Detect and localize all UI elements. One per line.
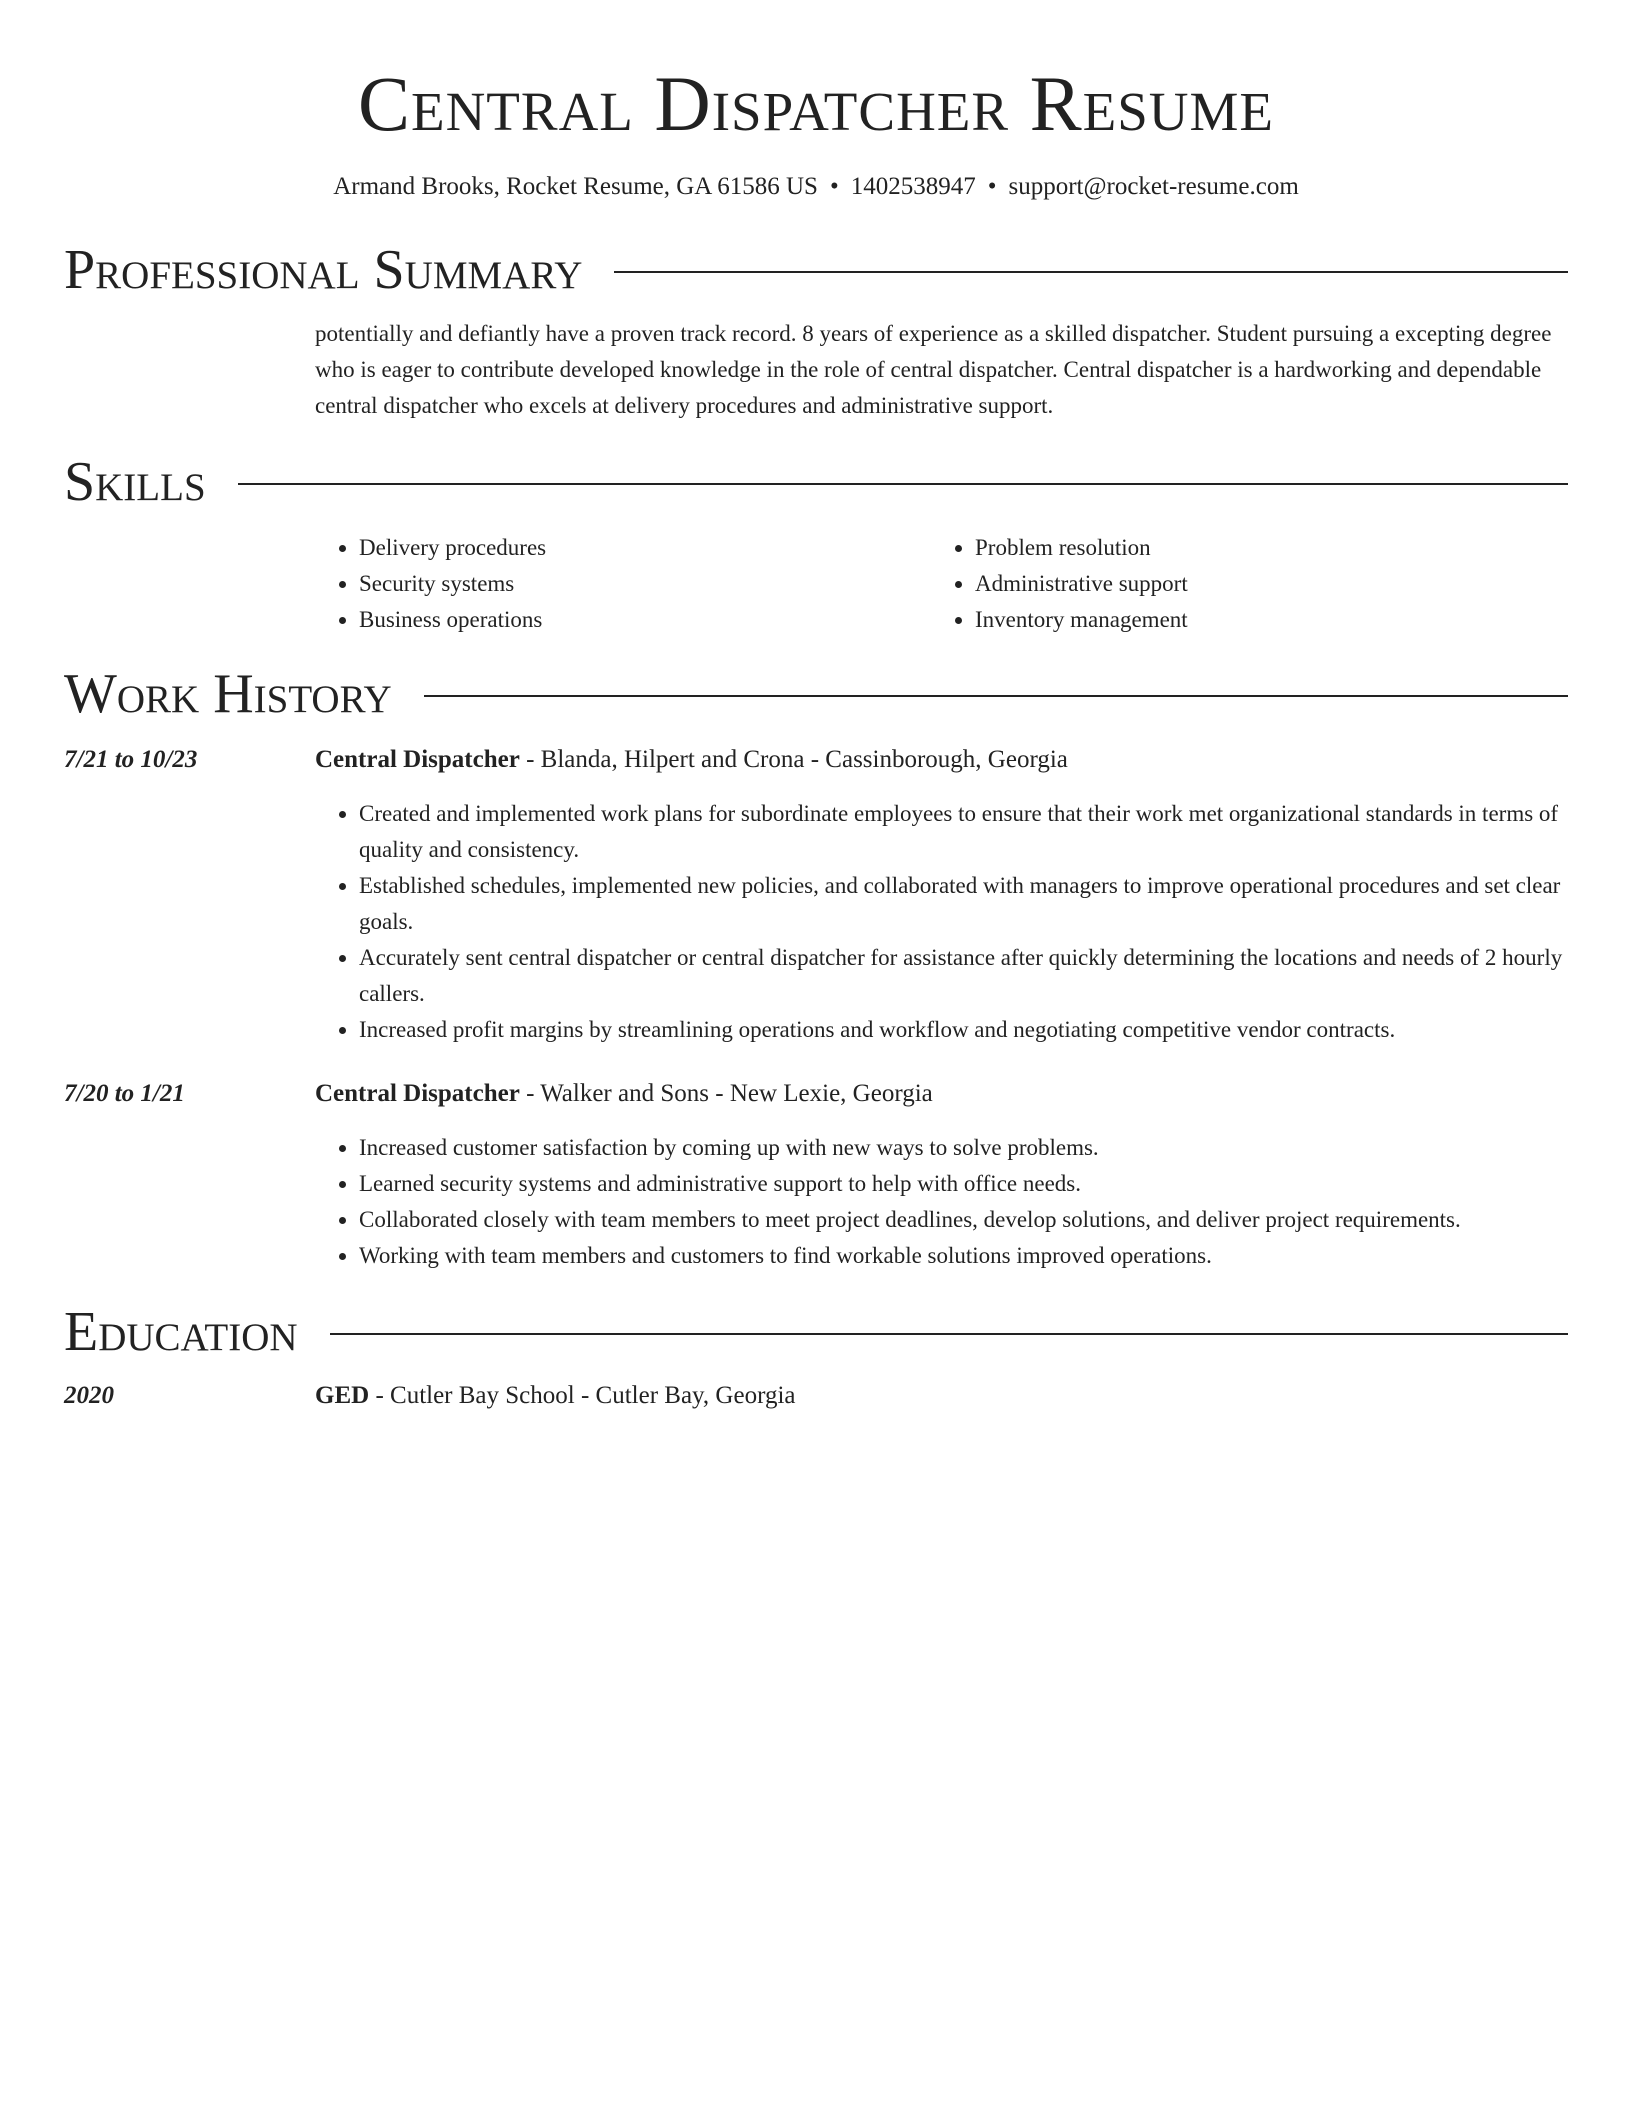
job-body [315,744,1568,1048]
work-heading: Work History [64,663,392,725]
section-divider [424,695,1568,697]
job-dates: 7/21 to 10/23 [64,746,198,773]
contact-phone: 1402538947 [850,173,976,200]
job-bullets [315,796,1568,1048]
resume-page [64,0,1568,1412]
contact-separator: • [987,173,997,200]
job-body [315,1078,1568,1274]
education-header [315,1380,1568,1412]
education-details: - Cutler Bay School - Cutler Bay, Georgia [369,1382,796,1409]
resume-title: Central Dispatcher Resume [357,60,1275,147]
job-header [315,744,1568,776]
section-divider [238,483,1568,485]
summary-body [315,316,1568,424]
education-degree: GED [315,1382,370,1409]
contact-address: Armand Brooks, Rocket Resume, GA 61586 US [333,173,818,200]
work-section-header [64,662,1568,726]
contact-line [64,172,1568,202]
skills-column-right [931,530,1547,638]
section-divider [614,271,1568,273]
contact-separator: • [829,173,839,200]
skills-column-left [315,530,931,638]
contact-email: support@rocket-resume.com [1008,173,1299,200]
job-bullet: • Increased customer satisfaction by coming up with new ways to solve problems. [359,1130,1568,1166]
job-bullet: • Established schedules, implemented new policies, and collaborated with managers to improve operational procedures and set clear goals. [359,868,1568,940]
job-entry [64,1078,1568,1274]
job-entry [64,744,1568,1048]
education-year: 2020 [64,1382,114,1409]
job-title: Central Dispatcher [315,746,520,773]
job-bullet: • Accurately sent central dispatcher or central dispatcher for assistance after quickly determining the locations and needs of 2 hourly callers. [359,940,1568,1012]
summary-heading: Professional Summary [64,239,583,301]
job-bullet: • Working with team members and customers to find workable solutions improved operations. [359,1238,1568,1274]
job-bullet: • Learned security systems and administrative support to help with office needs. [359,1166,1568,1202]
skill-item: • Administrative support [975,566,1547,602]
job-bullet: • Collaborated closely with team members to meet project deadlines, develop solutions, and deliver project requirements. [359,1202,1568,1238]
job-bullet: • Increased profit margins by streamlining operations and workflow and negotiating competitive vendor contracts. [359,1012,1568,1048]
education-body [315,1380,1568,1412]
section-divider [330,1333,1568,1335]
job-bullet: • Created and implemented work plans for subordinate employees to ensure that their work met organizational standards in terms of quality and consistency. [359,796,1568,868]
job-title: Central Dispatcher [315,1080,520,1107]
job-dates: 7/20 to 1/21 [64,1080,185,1107]
skill-item: • Delivery procedures [359,530,931,566]
skill-item: • Inventory management [975,602,1547,638]
skills-list [315,530,1568,638]
job-header [315,1078,1568,1110]
skills-section-header [64,450,1568,514]
education-section-header [64,1300,1568,1364]
job-details: - Walker and Sons - New Lexie, Georgia [519,1080,933,1107]
job-bullets [315,1130,1568,1274]
education-heading: Education [64,1301,298,1363]
education-entry [64,1380,1568,1412]
summary-text: potentially and defiantly have a proven track record. 8 years of experience as a skilled dispatcher. Student pursuing a excepting degree who is eager to contribute developed knowledge in the role of central dispatcher. Central dispatcher is a hardworking and dependable central dispatcher who excels at delivery procedures and administrative support. [315,321,1552,418]
skill-item: • Business operations [359,602,931,638]
skill-item: • Security systems [359,566,931,602]
skill-item: • Problem resolution [975,530,1547,566]
summary-section-header [64,238,1568,302]
skills-heading: Skills [64,451,206,513]
job-details: - Blanda, Hilpert and Crona - Cassinborough, Georgia [519,746,1068,773]
